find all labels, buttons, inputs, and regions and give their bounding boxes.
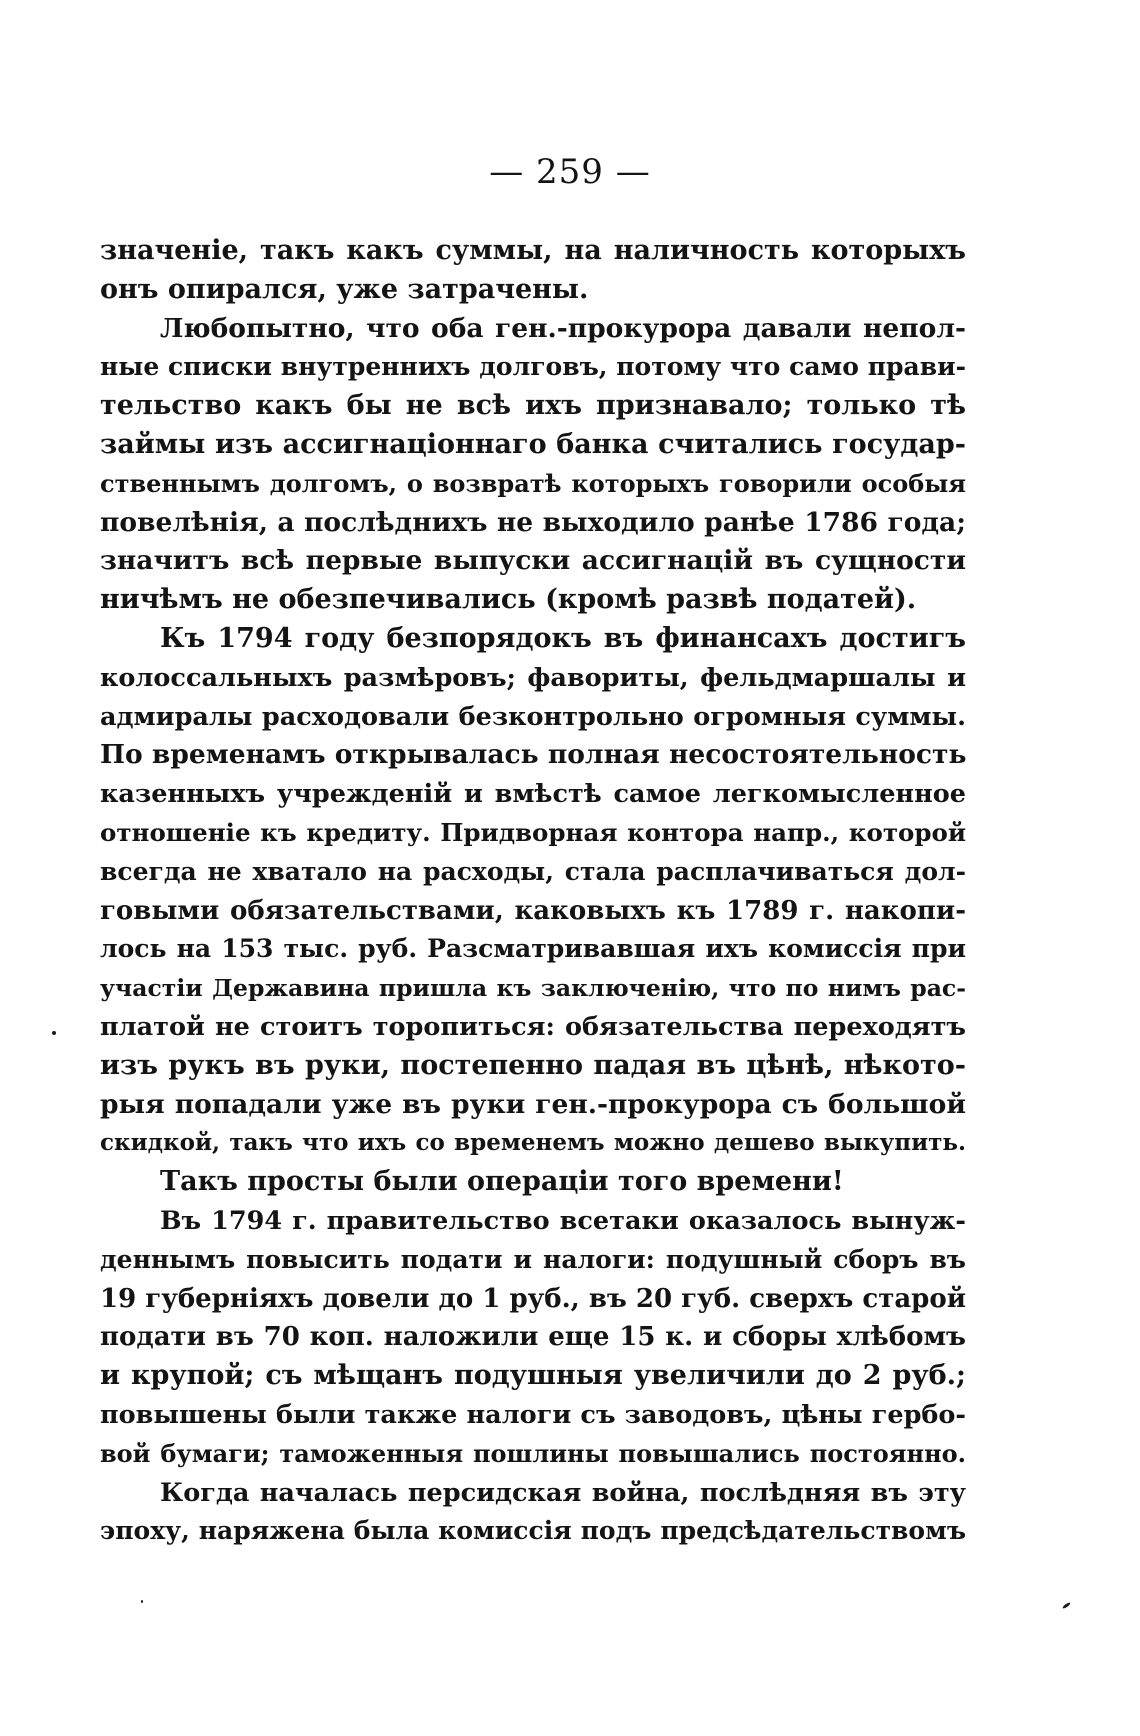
text-line: говыми обязательствами, каковыхъ къ 1789 г. накопи- [100, 895, 966, 926]
text-line: рыя попадали уже въ руки ген.-прокурора съ большой [100, 1088, 966, 1120]
text-line: ственнымъ долгомъ, о возвратѣ которыхъ говорили особыя [100, 468, 966, 498]
text-line: займы изъ ассигнаціоннаго банка считались государ- [100, 428, 966, 460]
text-line: По временамъ открывалась полная несостоятельность [100, 739, 966, 771]
text-line: казенныхъ учрежденій и вмѣстѣ самое легкомысленное [100, 779, 966, 810]
text-line: значитъ всѣ первые выпуски ассигнацій въ сущности [100, 545, 966, 577]
text-line: повелѣнія, а послѣднихъ не выходило ранѣе 1786 года; [100, 506, 966, 538]
text-line: Къ 1794 году безпорядокъ въ финансахъ достигъ [160, 622, 966, 654]
text-line: участіи Державина пришла къ заключенію, что по нимъ рас- [100, 974, 966, 1003]
text-line: всегда не хватало на расходы, стала расплачиваться дол- [100, 856, 966, 886]
text-line: адмиралы расходовали безконтрольно огромныя суммы. [100, 701, 966, 732]
text-line: изъ рукъ въ руки, постепенно падая въ цѣнѣ, нѣкото- [100, 1049, 966, 1081]
text-line: эпоху, наряжена была комиссія подъ предсѣдательствомъ [100, 1516, 966, 1546]
text-line: Любопытно, что оба ген.-прокурора давали непол- [160, 312, 966, 344]
text-line: колоссальныхъ размѣровъ; фавориты, фельдмаршалы и [100, 662, 966, 693]
text-line: Въ 1794 г. правительство всетаки оказалось вынуж- [160, 1205, 966, 1236]
text-line: повышены были также налоги съ заводовъ, цѣны гербо- [100, 1399, 966, 1430]
body-text [100, 232, 966, 1551]
text-line: значеніе, такъ какъ суммы, на наличность которыхъ [100, 235, 966, 266]
text-line: ные списки внутреннихъ долговъ, потому что само прави- [100, 352, 966, 382]
text-line: отношеніе къ кредиту. Придворная контора напр., которой [100, 817, 966, 847]
text-line: вой бумаги; таможенныя пошлины повышались постоянно. [100, 1438, 966, 1468]
text-line: деннымъ повысить подати и налоги: подушный сборъ въ [100, 1244, 966, 1274]
page-number: — 259 — [489, 152, 651, 192]
text-line: онъ опирался, уже затрачены. [100, 273, 589, 305]
text-line: лось на 153 тыс. руб. Разсматривавшая ихъ комиссія при [100, 934, 966, 964]
text-line: и крупой; съ мѣщанъ подушныя увеличили до 2 руб.; [100, 1360, 966, 1392]
text-line: подати въ 70 коп. наложили еще 15 к. и сборы хлѣбомъ [100, 1322, 966, 1353]
scan-speck [141, 1600, 143, 1603]
text-line: ничѣмъ не обезпечивались (кромѣ развѣ податей). [100, 584, 917, 616]
text-line: Когда началась персидская война, послѣдняя въ эту [160, 1477, 966, 1508]
scan-speck [1062, 1602, 1071, 1610]
text-line: Такъ просты были операціи того времени! [160, 1166, 844, 1198]
text-line: скидкой, такъ что ихъ со временемъ можно дешево выкупить. [100, 1129, 966, 1157]
scan-speck [52, 1031, 56, 1035]
text-line: тельство какъ бы не всѣ ихъ признавало; только тѣ [100, 390, 966, 422]
text-line: платой не стоитъ торопиться: обязательства переходятъ [100, 1011, 966, 1042]
text-line: 19 губерніяхъ довели до 1 руб., въ 20 губ. сверхъ старой [100, 1283, 966, 1314]
